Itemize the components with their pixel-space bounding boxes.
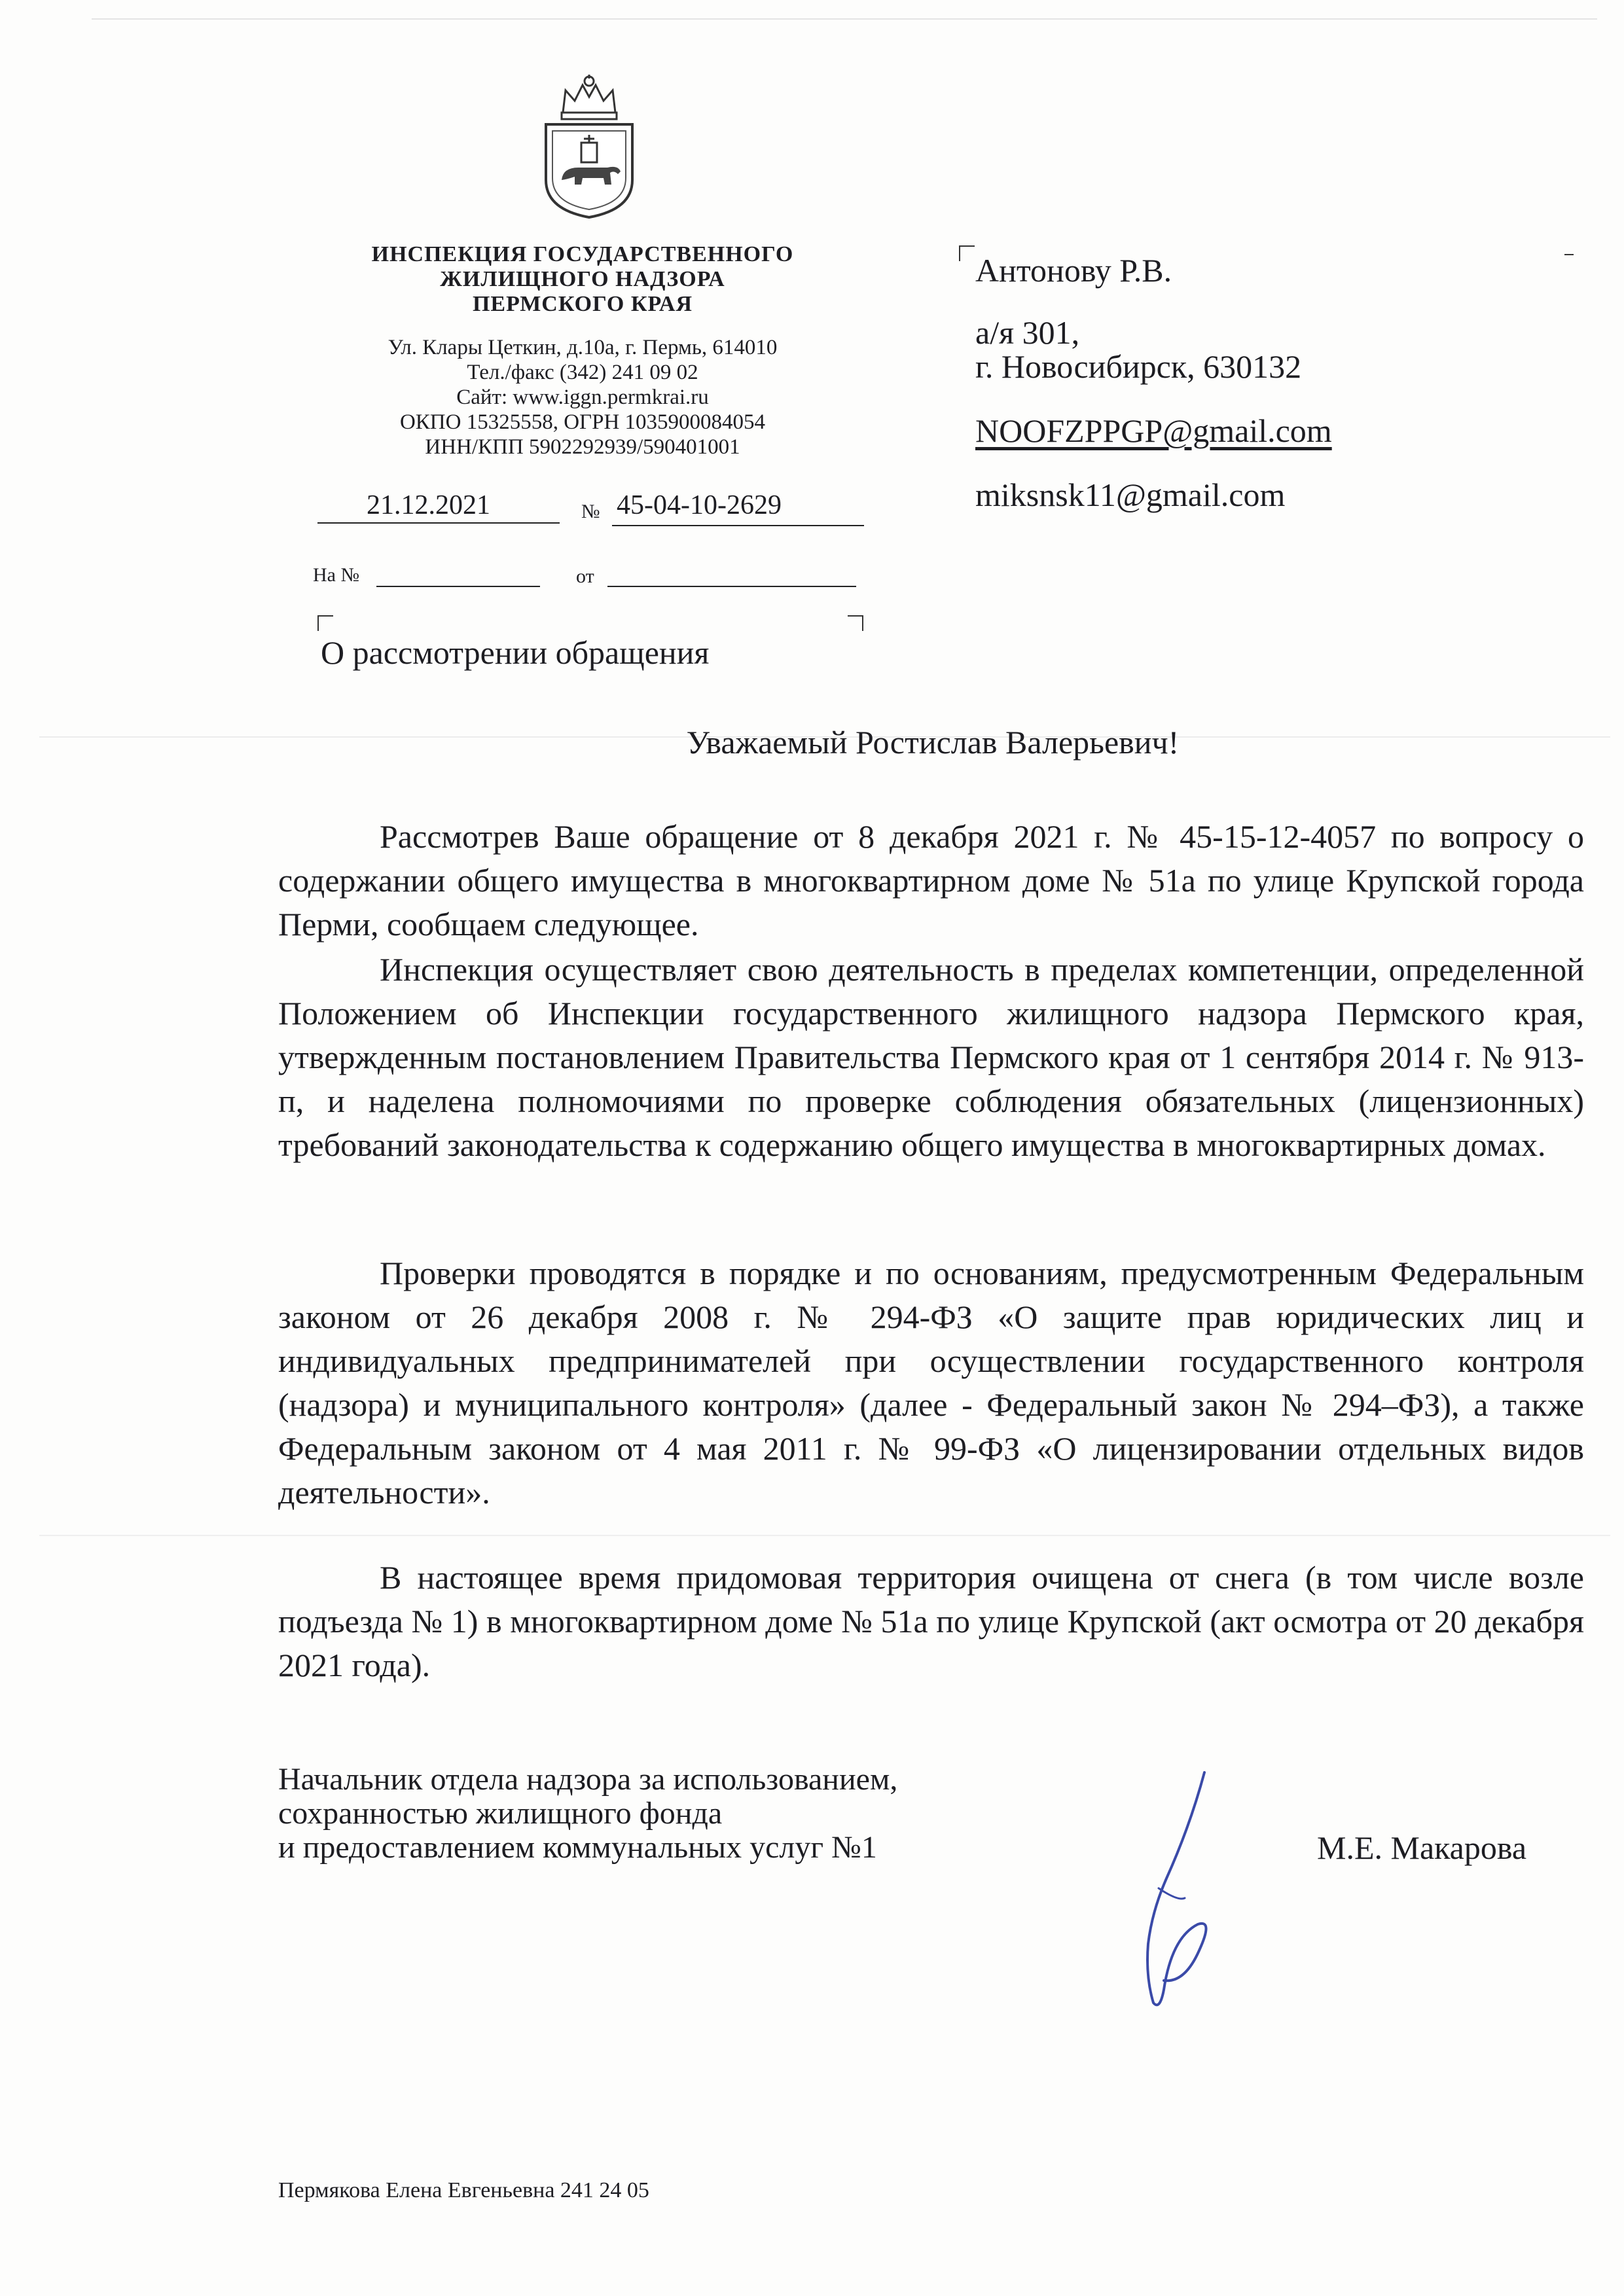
body-paragraph-2: Инспекция осуществляет свою деятельность в пределах компетенции, определенной Положением об Инспекции государственного жилищного надзора Пермского края, утвержденным постановлением Правительства Пермского края от 1 сентября 2014 г. № 913-п, и наделена полномочиями по проверке соблюдения обязательных (лицензионных) требований законодательства к содержанию общего имущества в многоквартирных домах. (278, 951, 1584, 1163)
number-underline (612, 525, 864, 526)
sender-codes: ОКПО 15325558, ОГРН 1035900084054 (399, 410, 766, 434)
recipient-email-2: miksnsk11@gmail.com (975, 476, 1286, 513)
letter-subject: О рассмотрении обращения (321, 634, 710, 671)
body-paragraph-4: В настоящее время придомовая территория очищена от снега (в том числе возле подъезда № 1) в многоквартирном доме № 51а по улице Крупской (акт осмотра от 20 декабря 2021 года). (278, 1559, 1584, 1683)
org-name-line2: ЖИЛИЩНОГО НАДЗОРА (440, 267, 725, 291)
recipient-email-1: NOOFZPPGP@gmail.com (975, 412, 1332, 449)
reference-label: На № (313, 564, 360, 586)
recipient-bracket (959, 245, 975, 261)
scan-line-low (39, 1535, 1610, 1536)
signatory-position-line3: и предоставлением коммунальных услуг №1 (278, 1830, 877, 1865)
coat-of-arms-icon (537, 72, 641, 219)
body-paragraph-3: Проверки проводятся в порядке и по основаниям, предусмотренным Федеральным законом от 26 декабря 2008 г. № 294-ФЗ «О защите прав юридических лиц и индивидуальных предпринимателей при осуществлении государственного контроля (надзора) и муниципального контроля» (далее - Федеральный закон № 294–ФЗ), а также Федеральным законом от 4 мая 2011 г. № 99-ФЗ «О лицензировании отдельных видов деятельности». (278, 1255, 1584, 1511)
sender-inn: ИНН/КПП 5902292939/590401001 (425, 435, 740, 459)
registration-number: 45-04-10-2629 (617, 490, 782, 520)
salutation: Уважаемый Ростислав Валерьевич! (686, 724, 1180, 761)
org-name-line3: ПЕРМСКОГО КРАЯ (472, 292, 693, 316)
body-paragraph-1: Рассмотрев Ваше обращение от 8 декабря 2021 г. № 45-15-12-4057 по вопросу о содержании общего имущества в многоквартирном доме № 51а по улице Крупской города Перми, сообщаем следующее. (278, 818, 1584, 942)
executor-contact: Пермякова Елена Евгеньевна 241 24 05 (278, 2178, 649, 2202)
sender-site: Сайт: www.iggn.permkrai.ru (456, 386, 709, 409)
scan-line-top (92, 18, 1597, 20)
reference-from-underline (607, 586, 856, 587)
handwritten-signature (1080, 1767, 1231, 2016)
date-underline (317, 522, 560, 524)
registration-number-label: № (581, 501, 600, 522)
sender-address: Ул. Клары Цеткин, д.10а, г. Пермь, 614010 (388, 336, 778, 359)
subject-bracket-right (848, 615, 863, 631)
reference-from-label: от (576, 565, 594, 587)
signatory-position-line2: сохранностью жилищного фонда (278, 1796, 723, 1831)
org-name-line1: ИНСПЕКЦИЯ ГОСУДАРСТВЕННОГО (371, 242, 794, 266)
registration-date: 21.12.2021 (367, 490, 490, 520)
signatory-position-line1: Начальник отдела надзора за использованием, (278, 1762, 898, 1797)
subject-bracket-left (317, 615, 333, 631)
recipient-address-line1: а/я 301, (975, 314, 1080, 351)
reference-underline (376, 586, 540, 587)
recipient-address-line2: г. Новосибирск, 630132 (975, 348, 1302, 385)
recipient-name: Антонову Р.В. (975, 252, 1172, 289)
sender-phone: Тел./факс (342) 241 09 02 (467, 361, 698, 384)
recipient-bracket-right (1564, 254, 1574, 255)
signatory-name: М.Е. Макарова (1317, 1829, 1527, 1866)
